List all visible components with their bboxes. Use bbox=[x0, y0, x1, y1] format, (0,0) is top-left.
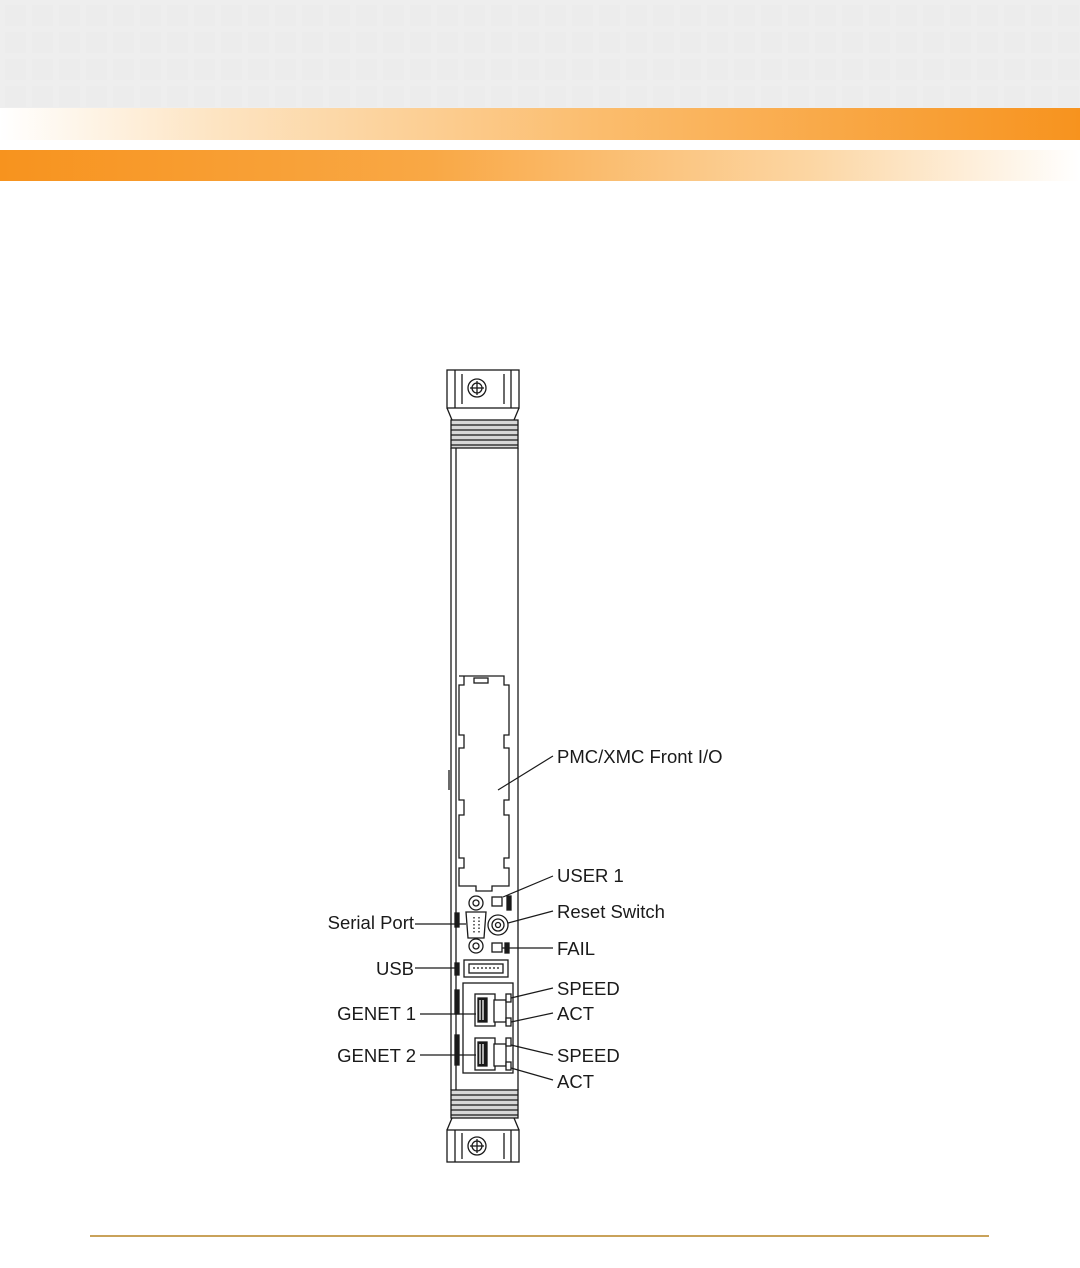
label-speed-2: SPEED bbox=[557, 1045, 620, 1066]
label-serial-port: Serial Port bbox=[327, 912, 414, 933]
label-genet2: GENET 2 bbox=[337, 1045, 416, 1066]
label-reset-switch: Reset Switch bbox=[557, 901, 665, 922]
pmc-xmc-cutout bbox=[459, 676, 509, 891]
label-pmc-xmc-front-io: PMC/XMC Front I/O bbox=[557, 746, 723, 767]
label-act-1: ACT bbox=[557, 1003, 594, 1024]
label-user1: USER 1 bbox=[557, 865, 624, 886]
ethernet-block bbox=[455, 983, 513, 1073]
leader-lines bbox=[415, 756, 553, 1080]
label-usb: USB bbox=[375, 958, 414, 979]
footer-rule bbox=[90, 1235, 989, 1237]
top-handle bbox=[447, 370, 519, 448]
label-fail: FAIL bbox=[557, 938, 596, 959]
status-leds bbox=[488, 896, 511, 953]
usb-port bbox=[455, 960, 508, 977]
label-speed-1: SPEED bbox=[557, 978, 620, 999]
label-genet1: GENET 1 bbox=[337, 1003, 416, 1024]
label-act-2: ACT bbox=[557, 1071, 594, 1092]
bottom-handle bbox=[447, 1090, 519, 1162]
